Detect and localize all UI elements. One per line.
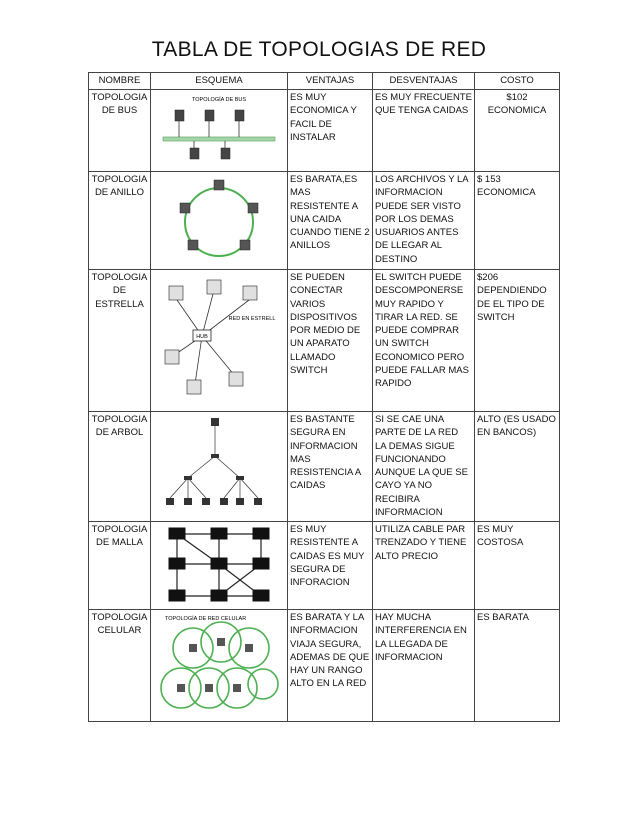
- row-name: TOPOLOGIA DE ANILLO: [89, 172, 151, 270]
- table-row-malla: [89, 522, 560, 610]
- computer-icon: [253, 558, 269, 569]
- bus-topology-diagram: [159, 92, 279, 166]
- bus-diagram-cell: [151, 90, 288, 172]
- computer-icon: [248, 203, 258, 213]
- row-ventajas: ES MUY ECONOMICA Y FACIL DE INSTALAR: [288, 90, 373, 172]
- computer-icon: [211, 590, 227, 601]
- computer-icon: [202, 498, 210, 505]
- row-desventajas: SI SE CAE UNA PARTE DE LA RED LA DEMAS SIGUE FUNCIONANDO AUNQUE LA QUE SE CAYO YA NO RECIBIRA INFORMACION: [373, 412, 475, 522]
- cellular-diagram-cell: [151, 610, 288, 722]
- hub-label: HUB: [196, 334, 208, 340]
- switch-icon: [236, 476, 244, 480]
- tree-diagram-cell: [151, 412, 288, 522]
- computer-icon: [253, 528, 269, 539]
- table-row-celular: [89, 610, 560, 722]
- bus-backbone: [163, 137, 275, 141]
- computer-icon: [236, 498, 244, 505]
- computer-icon: [189, 644, 197, 652]
- row-name: TOPOLOGIA DE BUS: [89, 90, 151, 172]
- computer-icon: [253, 590, 269, 601]
- row-desventajas: UTILIZA CABLE PAR TRENZADO Y TIENE ALTO PRECIO: [373, 522, 475, 610]
- computer-icon: [169, 286, 183, 300]
- computer-icon: [177, 684, 185, 692]
- computer-icon: [180, 203, 190, 213]
- computer-icon: [169, 590, 185, 601]
- row-name: TOPOLOGIA DE ESTRELLA: [89, 270, 151, 412]
- computer-icon: [169, 528, 185, 539]
- computer-icon: [190, 148, 199, 159]
- computer-icon: [214, 180, 224, 190]
- row-ventajas: ES MUY RESISTENTE A CAIDAS ES MUY SEGURA DE INFORACION: [288, 522, 373, 610]
- computer-icon: [229, 372, 243, 386]
- computer-icon: [233, 684, 241, 692]
- computer-icon: [187, 380, 201, 394]
- row-desventajas: ES MUY FRECUENTE QUE TENGA CAIDAS: [373, 90, 475, 172]
- row-ventajas: ES BARATA,ES MAS RESISTENTE A UNA CAIDA CUANDO TIENE 2 ANILLOS: [288, 172, 373, 270]
- row-costo: ES BARATA: [475, 610, 560, 722]
- computer-icon: [175, 110, 184, 121]
- mesh-diagram-cell: [151, 522, 288, 610]
- table-row-arbol: [89, 412, 560, 522]
- mesh-topology-diagram: [163, 524, 275, 606]
- star-topology-diagram: [157, 272, 281, 406]
- row-desventajas: HAY MUCHA INTERFERENCIA EN LA LLEGADA DE INFORMACION: [373, 610, 475, 722]
- table-row-estrella: [89, 270, 560, 412]
- row-name: TOPOLOGIA DE MALLA: [89, 522, 151, 610]
- ring-topology-diagram: [164, 174, 274, 266]
- row-costo: ES MUY COSTOSA: [475, 522, 560, 610]
- row-costo: $102 ECONOMICA: [475, 90, 560, 172]
- computer-icon: [243, 286, 257, 300]
- row-desventajas: EL SWITCH PUEDE DESCOMPONERSE MUY RAPIDO Y TIRAR LA RED. SE PUEDE COMPRAR UN SWITCH ECONOMICO PERO PUEDE FALLAR MAS RAPIDO: [373, 270, 475, 412]
- header-row: [89, 73, 560, 90]
- switch-icon: [184, 476, 192, 480]
- diagram-caption: Red en estrell: [228, 316, 276, 322]
- row-ventajas: ES BARATA Y LA INFORMACION VIAJA SEGURA, ADEMAS DE QUE HAY UN RANGO ALTO EN LA RED: [288, 610, 373, 722]
- computer-icon: [254, 498, 262, 505]
- table-row-anillo: [89, 172, 560, 270]
- computer-icon: [220, 498, 228, 505]
- computer-icon: [188, 240, 198, 250]
- computer-icon: [240, 240, 250, 250]
- row-desventajas: LOS ARCHIVOS Y LA INFORMACION PUEDE SER VISTO POR LOS DEMAS USUARIOS ANTES DE LLEGAR AL DESTINO: [373, 172, 475, 270]
- row-ventajas: SE PUEDEN CONECTAR VARIOS DISPOSITIVOS POR MEDIO DE UN APARATO LLAMADO SWITCH: [288, 270, 373, 412]
- computer-icon: [166, 498, 174, 505]
- computer-icon: [184, 498, 192, 505]
- header-costo: COSTO: [475, 73, 560, 90]
- computer-icon: [165, 350, 179, 364]
- computer-icon: [211, 528, 227, 539]
- header-nombre: NOMBRE: [89, 73, 151, 90]
- diagram-caption: Topología de red celular: [165, 616, 247, 622]
- computer-icon: [245, 644, 253, 652]
- header-ventajas: VENTAJAS: [288, 73, 373, 90]
- diagram-caption: Topología de bus: [192, 97, 246, 103]
- cellular-topology-diagram: [159, 612, 279, 716]
- topologies-table: [88, 72, 560, 722]
- row-name: TOPOLOGIA CELULAR: [89, 610, 151, 722]
- computer-icon: [169, 558, 185, 569]
- ring-diagram-cell: [151, 172, 288, 270]
- star-diagram-cell: [151, 270, 288, 412]
- computer-icon: [205, 684, 213, 692]
- row-costo: $206 DEPENDIENDO DE EL TIPO DE SWITCH: [475, 270, 560, 412]
- header-esquema: ESQUEMA: [151, 73, 288, 90]
- computer-icon: [217, 638, 225, 646]
- computer-icon: [205, 110, 214, 121]
- table-row-bus: [89, 90, 560, 172]
- computer-icon: [221, 148, 230, 159]
- row-ventajas: ES BASTANTE SEGURA EN INFORMACION MAS RESISTENCIA A CAIDAS: [288, 412, 373, 522]
- row-costo: $ 153 ECONOMICA: [475, 172, 560, 270]
- page-title: TABLA DE TOPOLOGIAS DE RED: [151, 38, 487, 61]
- computer-icon: [211, 418, 219, 426]
- header-desventajas: DESVENTAJAS: [373, 73, 475, 90]
- cell-circle: [248, 669, 278, 699]
- switch-icon: [211, 454, 219, 458]
- tree-topology-diagram: [160, 414, 278, 516]
- computer-icon: [235, 110, 244, 121]
- row-costo: ALTO (ES USADO EN BANCOS): [475, 412, 560, 522]
- row-name: TOPOLOGIA DE ARBOL: [89, 412, 151, 522]
- computer-icon: [207, 280, 221, 294]
- computer-icon: [211, 558, 227, 569]
